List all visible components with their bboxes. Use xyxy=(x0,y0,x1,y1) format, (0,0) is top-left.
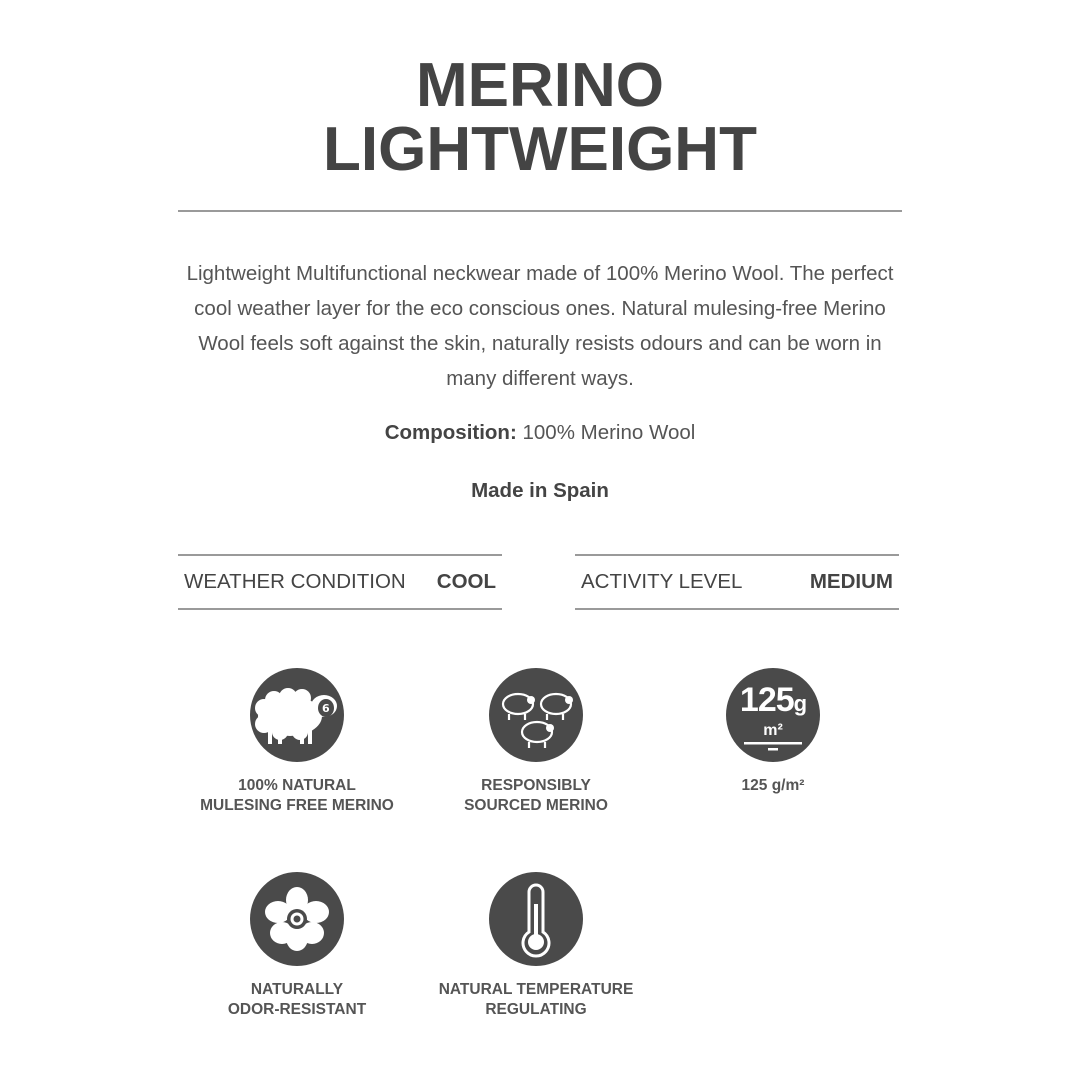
product-description: Lightweight Multifunctional neckwear made of 100% Merino Wool. The perfect cool weather layer for the eco conscious ones. Natural mulesing-free Merino Wool feels soft against the skin, naturally resists odours and can be worn in many different ways. xyxy=(186,262,894,390)
feature-responsibly-sourced xyxy=(416,668,656,816)
feature-temperature-regulating xyxy=(416,872,656,1020)
spec-weather-value: COOL xyxy=(436,570,496,593)
flower-icon xyxy=(250,872,344,966)
made-in: Made in Spain xyxy=(471,479,609,502)
feature-odor-resistant xyxy=(177,872,417,1020)
product-title xyxy=(0,51,1080,184)
feature-label: RESPONSIBLY SOURCED MERINO xyxy=(464,777,608,814)
svg-text:6: 6 xyxy=(322,702,330,715)
spec-weather-condition xyxy=(178,554,502,610)
fabric-weight-icon: 125g m² xyxy=(726,668,820,762)
feature-label: 125 g/m² xyxy=(741,777,805,794)
composition-value: 100% Merino Wool xyxy=(522,421,696,444)
feature-mulesing-free xyxy=(177,668,417,816)
sheep-flock-icon xyxy=(489,668,583,762)
feature-fabric-weight xyxy=(653,668,893,796)
product-title-line2: LIGHTWEIGHT xyxy=(323,115,757,184)
feature-label: NATURAL TEMPERATURE REGULATING xyxy=(438,981,634,1018)
product-title-line1: MERINO xyxy=(416,51,664,120)
sheep-icon xyxy=(250,668,344,762)
spec-activity-level xyxy=(575,554,899,610)
title-divider xyxy=(178,210,902,212)
spec-activity-value: MEDIUM xyxy=(809,570,893,593)
spec-weather-label: WEATHER CONDITION xyxy=(184,570,406,593)
composition-label: Composition: xyxy=(384,421,517,444)
feature-label: 100% NATURAL MULESING FREE MERINO xyxy=(200,777,394,814)
thermometer-icon xyxy=(489,872,583,966)
spec-activity-label: ACTIVITY LEVEL xyxy=(581,570,743,593)
composition xyxy=(0,421,1080,445)
feature-label: NATURALLY ODOR-RESISTANT xyxy=(227,981,367,1018)
